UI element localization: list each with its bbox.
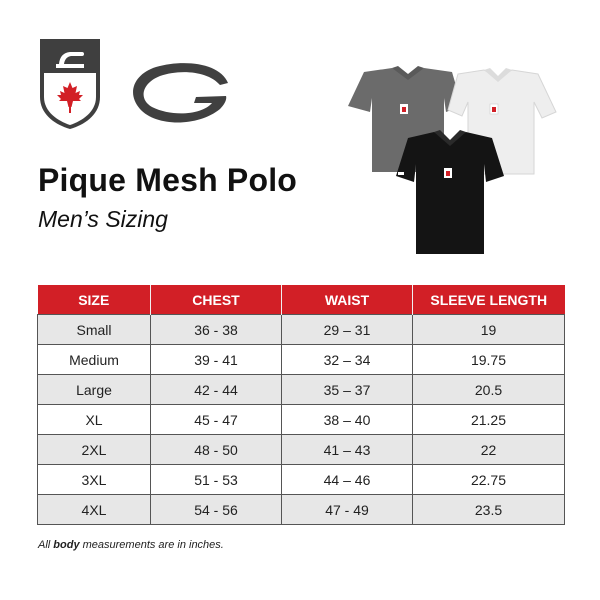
table-row bbox=[38, 345, 565, 375]
sleeve-cell: 19 bbox=[413, 315, 565, 345]
size-cell: 2XL bbox=[38, 435, 151, 465]
header-waist: WAIST bbox=[282, 285, 413, 315]
size-cell: Small bbox=[38, 315, 151, 345]
waist-cell: 35 – 37 bbox=[282, 375, 413, 405]
chest-cell: 36 - 38 bbox=[151, 315, 282, 345]
sleeve-cell: 19.75 bbox=[413, 345, 565, 375]
footnote-prefix: All bbox=[38, 539, 54, 551]
footnote-emphasis: body bbox=[53, 539, 80, 551]
waist-cell: 41 – 43 bbox=[282, 435, 413, 465]
sleeve-cell: 22.75 bbox=[413, 465, 565, 495]
table-row bbox=[38, 465, 565, 495]
size-cell: 4XL bbox=[38, 495, 151, 525]
chest-cell: 54 - 56 bbox=[151, 495, 282, 525]
size-cell: Large bbox=[38, 375, 151, 405]
chest-cell: 45 - 47 bbox=[151, 405, 282, 435]
measurement-footnote bbox=[38, 539, 224, 551]
swoosh-logo bbox=[128, 57, 232, 129]
polo-shirts-image bbox=[334, 64, 566, 260]
table-row bbox=[38, 315, 565, 345]
header-sleeve-length: SLEEVE LENGTH bbox=[413, 285, 565, 315]
table-header-row bbox=[38, 285, 565, 315]
table-row bbox=[38, 405, 565, 435]
chest-cell: 51 - 53 bbox=[151, 465, 282, 495]
waist-cell: 38 – 40 bbox=[282, 405, 413, 435]
chest-cell: 42 - 44 bbox=[151, 375, 282, 405]
product-subtitle: Men’s Sizing bbox=[38, 206, 168, 232]
sleeve-cell: 20.5 bbox=[413, 375, 565, 405]
footnote-suffix: measurements are in inches. bbox=[79, 539, 224, 551]
waist-cell: 47 - 49 bbox=[282, 495, 413, 525]
size-cell: XL bbox=[38, 405, 151, 435]
product-title: Pique Mesh Polo bbox=[38, 162, 298, 198]
chest-cell: 39 - 41 bbox=[151, 345, 282, 375]
size-chart-table bbox=[37, 285, 565, 525]
sleeve-cell: 22 bbox=[413, 435, 565, 465]
header-chest: CHEST bbox=[151, 285, 282, 315]
waist-cell: 32 – 34 bbox=[282, 345, 413, 375]
size-cell: 3XL bbox=[38, 465, 151, 495]
table-row bbox=[38, 375, 565, 405]
sleeve-cell: 23.5 bbox=[413, 495, 565, 525]
header-size: SIZE bbox=[38, 285, 151, 315]
curling-shield-logo bbox=[38, 37, 102, 131]
black-polo-image bbox=[396, 130, 504, 254]
table-row bbox=[38, 495, 565, 525]
chest-cell: 48 - 50 bbox=[151, 435, 282, 465]
waist-cell: 29 – 31 bbox=[282, 315, 413, 345]
table-row bbox=[38, 435, 565, 465]
sleeve-cell: 21.25 bbox=[413, 405, 565, 435]
size-cell: Medium bbox=[38, 345, 151, 375]
waist-cell: 44 – 46 bbox=[282, 465, 413, 495]
